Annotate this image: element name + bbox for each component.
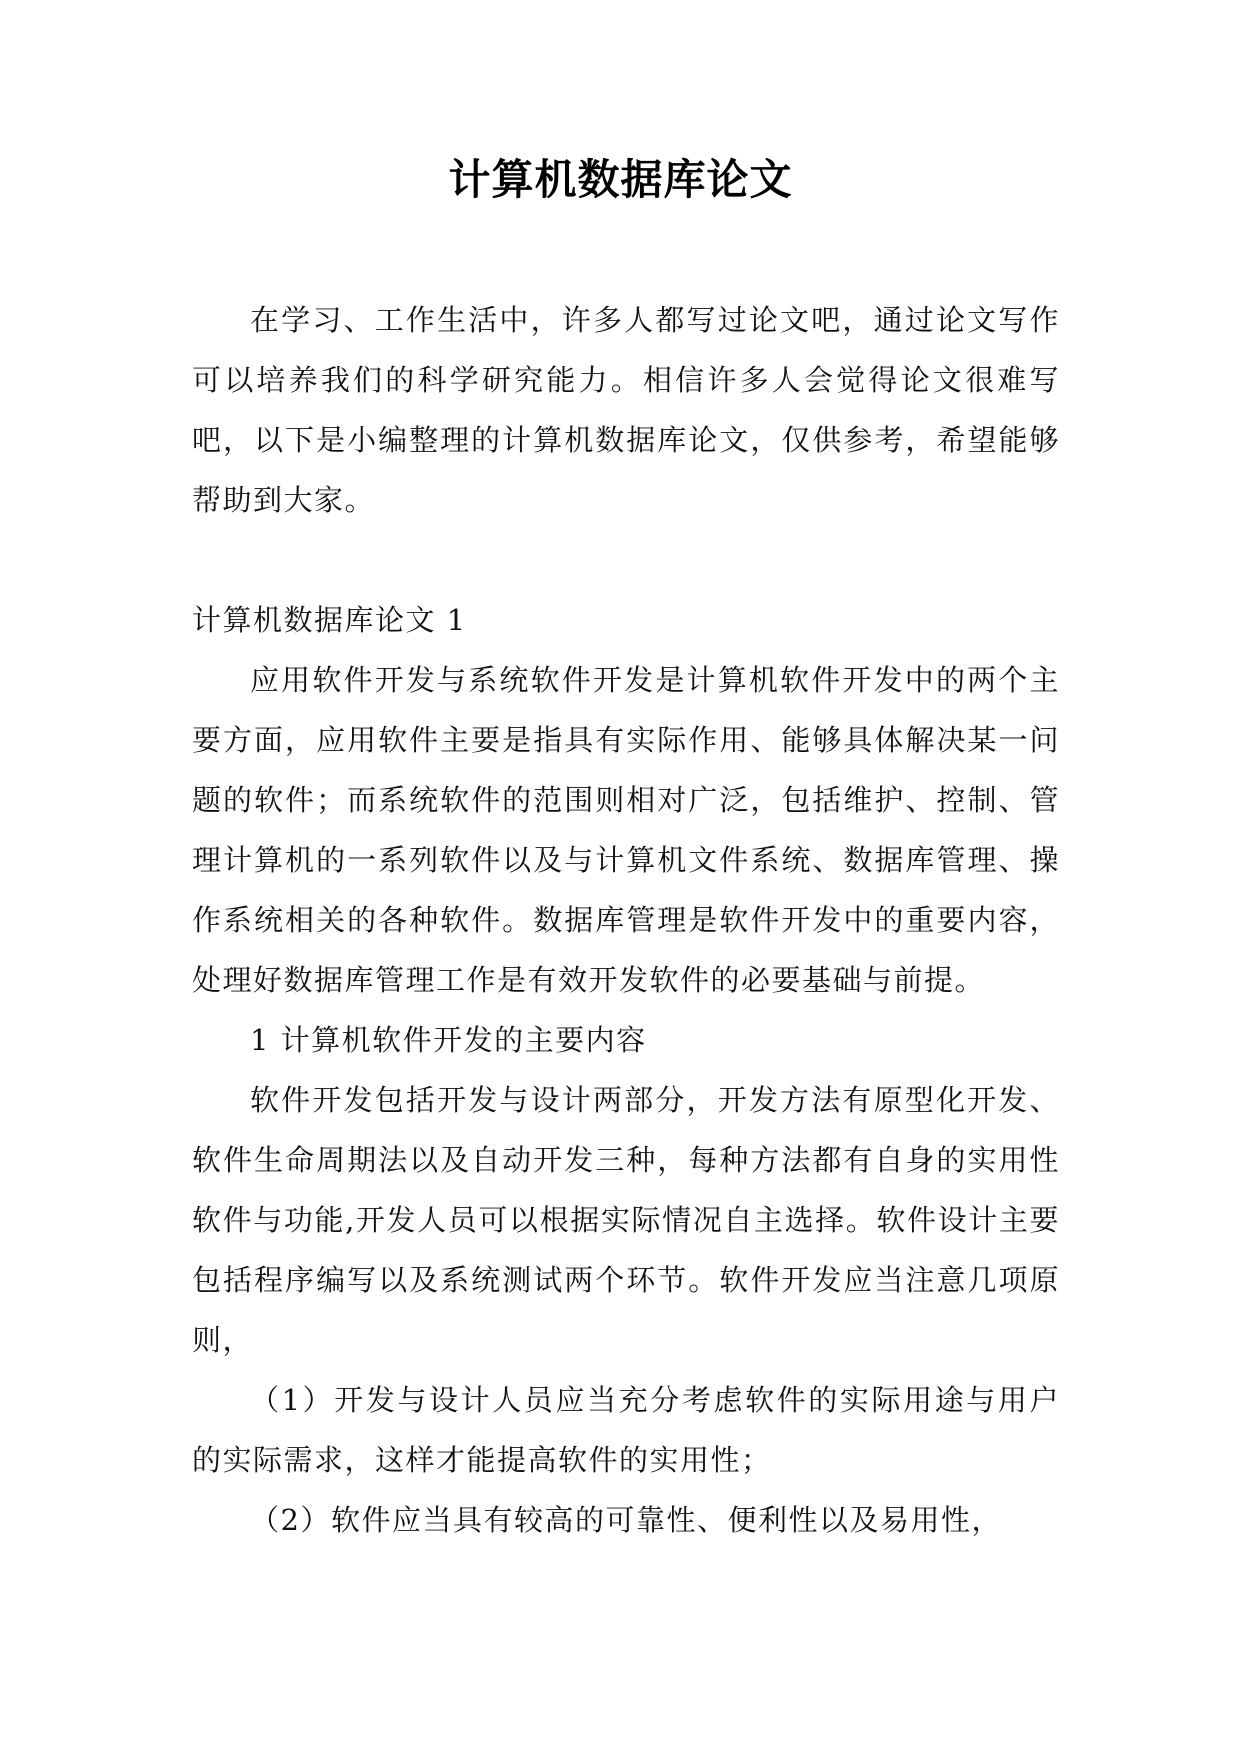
- document-body: [192, 290, 1060, 1550]
- subsection-heading: 1 计算机软件开发的主要内容: [250, 1023, 647, 1057]
- section-heading: 计算机数据库论文 1: [192, 603, 467, 637]
- document-title: 计算机数据库论文: [448, 155, 793, 204]
- section-paragraph: 软件开发包括开发与设计两部分，开发方法有原型化开发、软件生命周期法以及自动开发三种，每种方法都有自身的实用性软件与功能,开发人员可以根据实际情况自主选择。软件设计主要包括程序编写以及系统测试两个环节。软件开发应当注意几项原则，: [192, 1083, 1060, 1357]
- list-item: （2）软件应当具有较高的可靠性、便利性以及易用性，: [250, 1503, 1002, 1537]
- section-paragraph: 应用软件开发与系统软件开发是计算机软件开发中的两个主要方面，应用软件主要是指具有实际作用、能够具体解决某一问题的软件；而系统软件的范围则相对广泛，包括维护、控制、管理计算机的一系列软件以及与计算机文件系统、数据库管理、操作系统相关的各种软件。数据库管理是软件开发中的重要内容，处理好数据库管理工作是有效开发软件的必要基础与前提。: [192, 663, 1060, 997]
- intro-paragraph: 在学习、工作生活中，许多人都写过论文吧，通过论文写作可以培养我们的科学研究能力。相信许多人会觉得论文很难写吧，以下是小编整理的计算机数据库论文，仅供参考，希望能够帮助到大家。: [192, 303, 1060, 517]
- list-item: （1）开发与设计人员应当充分考虑软件的实际用途与用户的实际需求，这样才能提高软件的实用性；: [192, 1383, 1060, 1477]
